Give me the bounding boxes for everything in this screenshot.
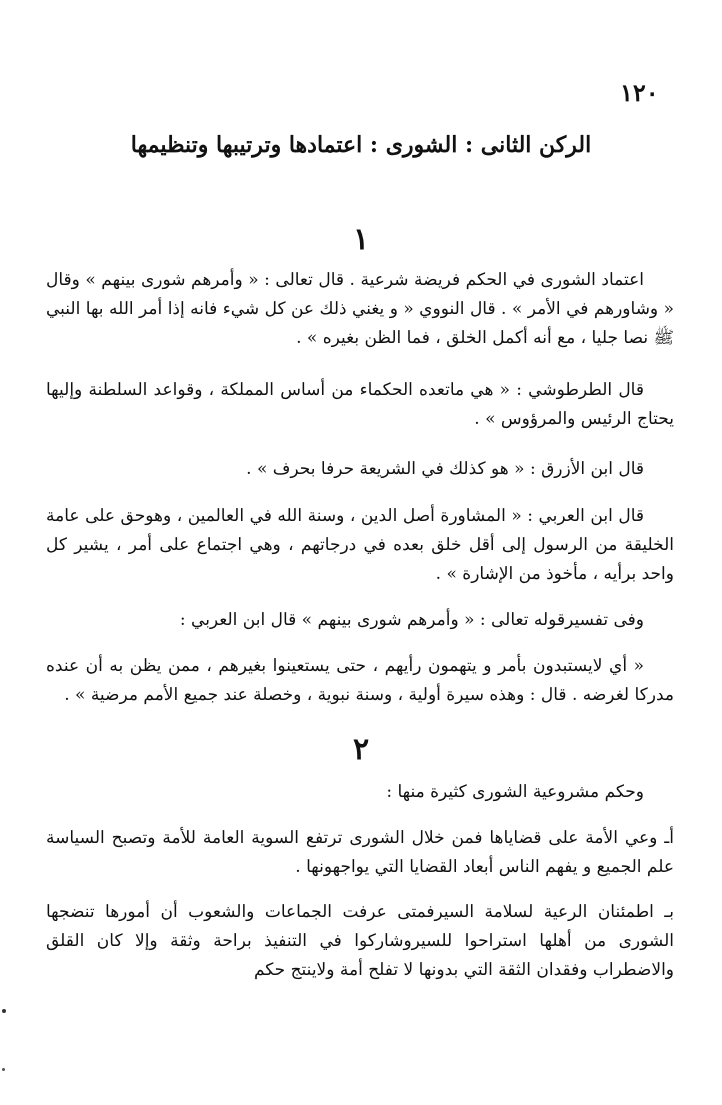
- paragraph-shura-obligation: اعتماد الشورى في الحكم فريضة شرعية . قال تعالى : « وأمرهم شورى بينهم » وقال « وشاورهم في الأمر » . قال النووي « و يغني ذلك عن كل شيء فانه إذا أمر الله بها النبي ﷺ نصا جليا ، مع أنه أكمل الخلق ، فما الظن بغيره » .: [46, 270, 674, 348]
- paragraph-wisdoms-intro: وحكم مشروعية الشورى كثيرة منها :: [386, 782, 644, 802]
- list-item-a: أـ وعي الأمة على قضاياها فمن خلال الشورى ترتفع السوية العامة للأمة وتصبح السياسة علم الجميع و يفهم الناس أبعاد القضايا التي يواجهونها .: [46, 828, 674, 877]
- page-number: ١٢٠: [620, 78, 659, 107]
- paragraph-ibn-azraq: قال ابن الأزرق : « هو كذلك في الشريعة حرفا بحرف » .: [246, 459, 644, 479]
- paragraph-tartushi: قال الطرطوشي : « هي ماتعده الحكماء من أساس المملكة ، وقواعد السلطنة وإليها يحتاج الرئيس والمرؤوس » .: [46, 380, 674, 429]
- section-number-1: ١: [352, 222, 370, 257]
- paragraph-ibn-arabi: قال ابن العربي : « المشاورة أصل الدين ، وسنة الله في العالمين ، وهوحق على عامة الخليقة من الرسول إلى أقل خلق بعده في درجاتهم ، وهي اجتماع على أمر ، يشير كل واحد برأيه ، مأخوذ من الإشارة » .: [46, 506, 674, 584]
- paragraph-tafsir-intro: وفى تفسيرقوله تعالى : « وأمرهم شورى بينهم » قال ابن العربي :: [179, 610, 644, 630]
- list-item-b: بـ اطمئنان الرعية لسلامة السيرفمتى عرفت الجماعات والشعوب أن أمورها تنضجها الشورى من أهلها استراحوا للسيروشاركوا في التنفيذ براحة وثقة وإلا كان القلق والاضطراب وفقدان الثقة التي بدونها لا تفلح أمة ولاينتج حكم: [46, 902, 674, 980]
- chapter-heading: الركن الثانى : الشورى : اعتمادها وترتيبها وتنظيمها: [130, 132, 592, 158]
- section-number-2: ٢: [352, 732, 370, 767]
- scan-speck: [2, 1009, 6, 1013]
- scan-speck: [2, 1068, 5, 1071]
- paragraph-tafsir-quote: « أي لايستبدون بأمر و يتهمون رأيهم ، حتى يستعينوا بغيرهم ، ممن يظن به أن عنده مدركا لغرضه . قال : وهذه سيرة أولية ، وسنة نبوية ، وخصلة عند جميع الأمم مرضية » .: [46, 656, 674, 705]
